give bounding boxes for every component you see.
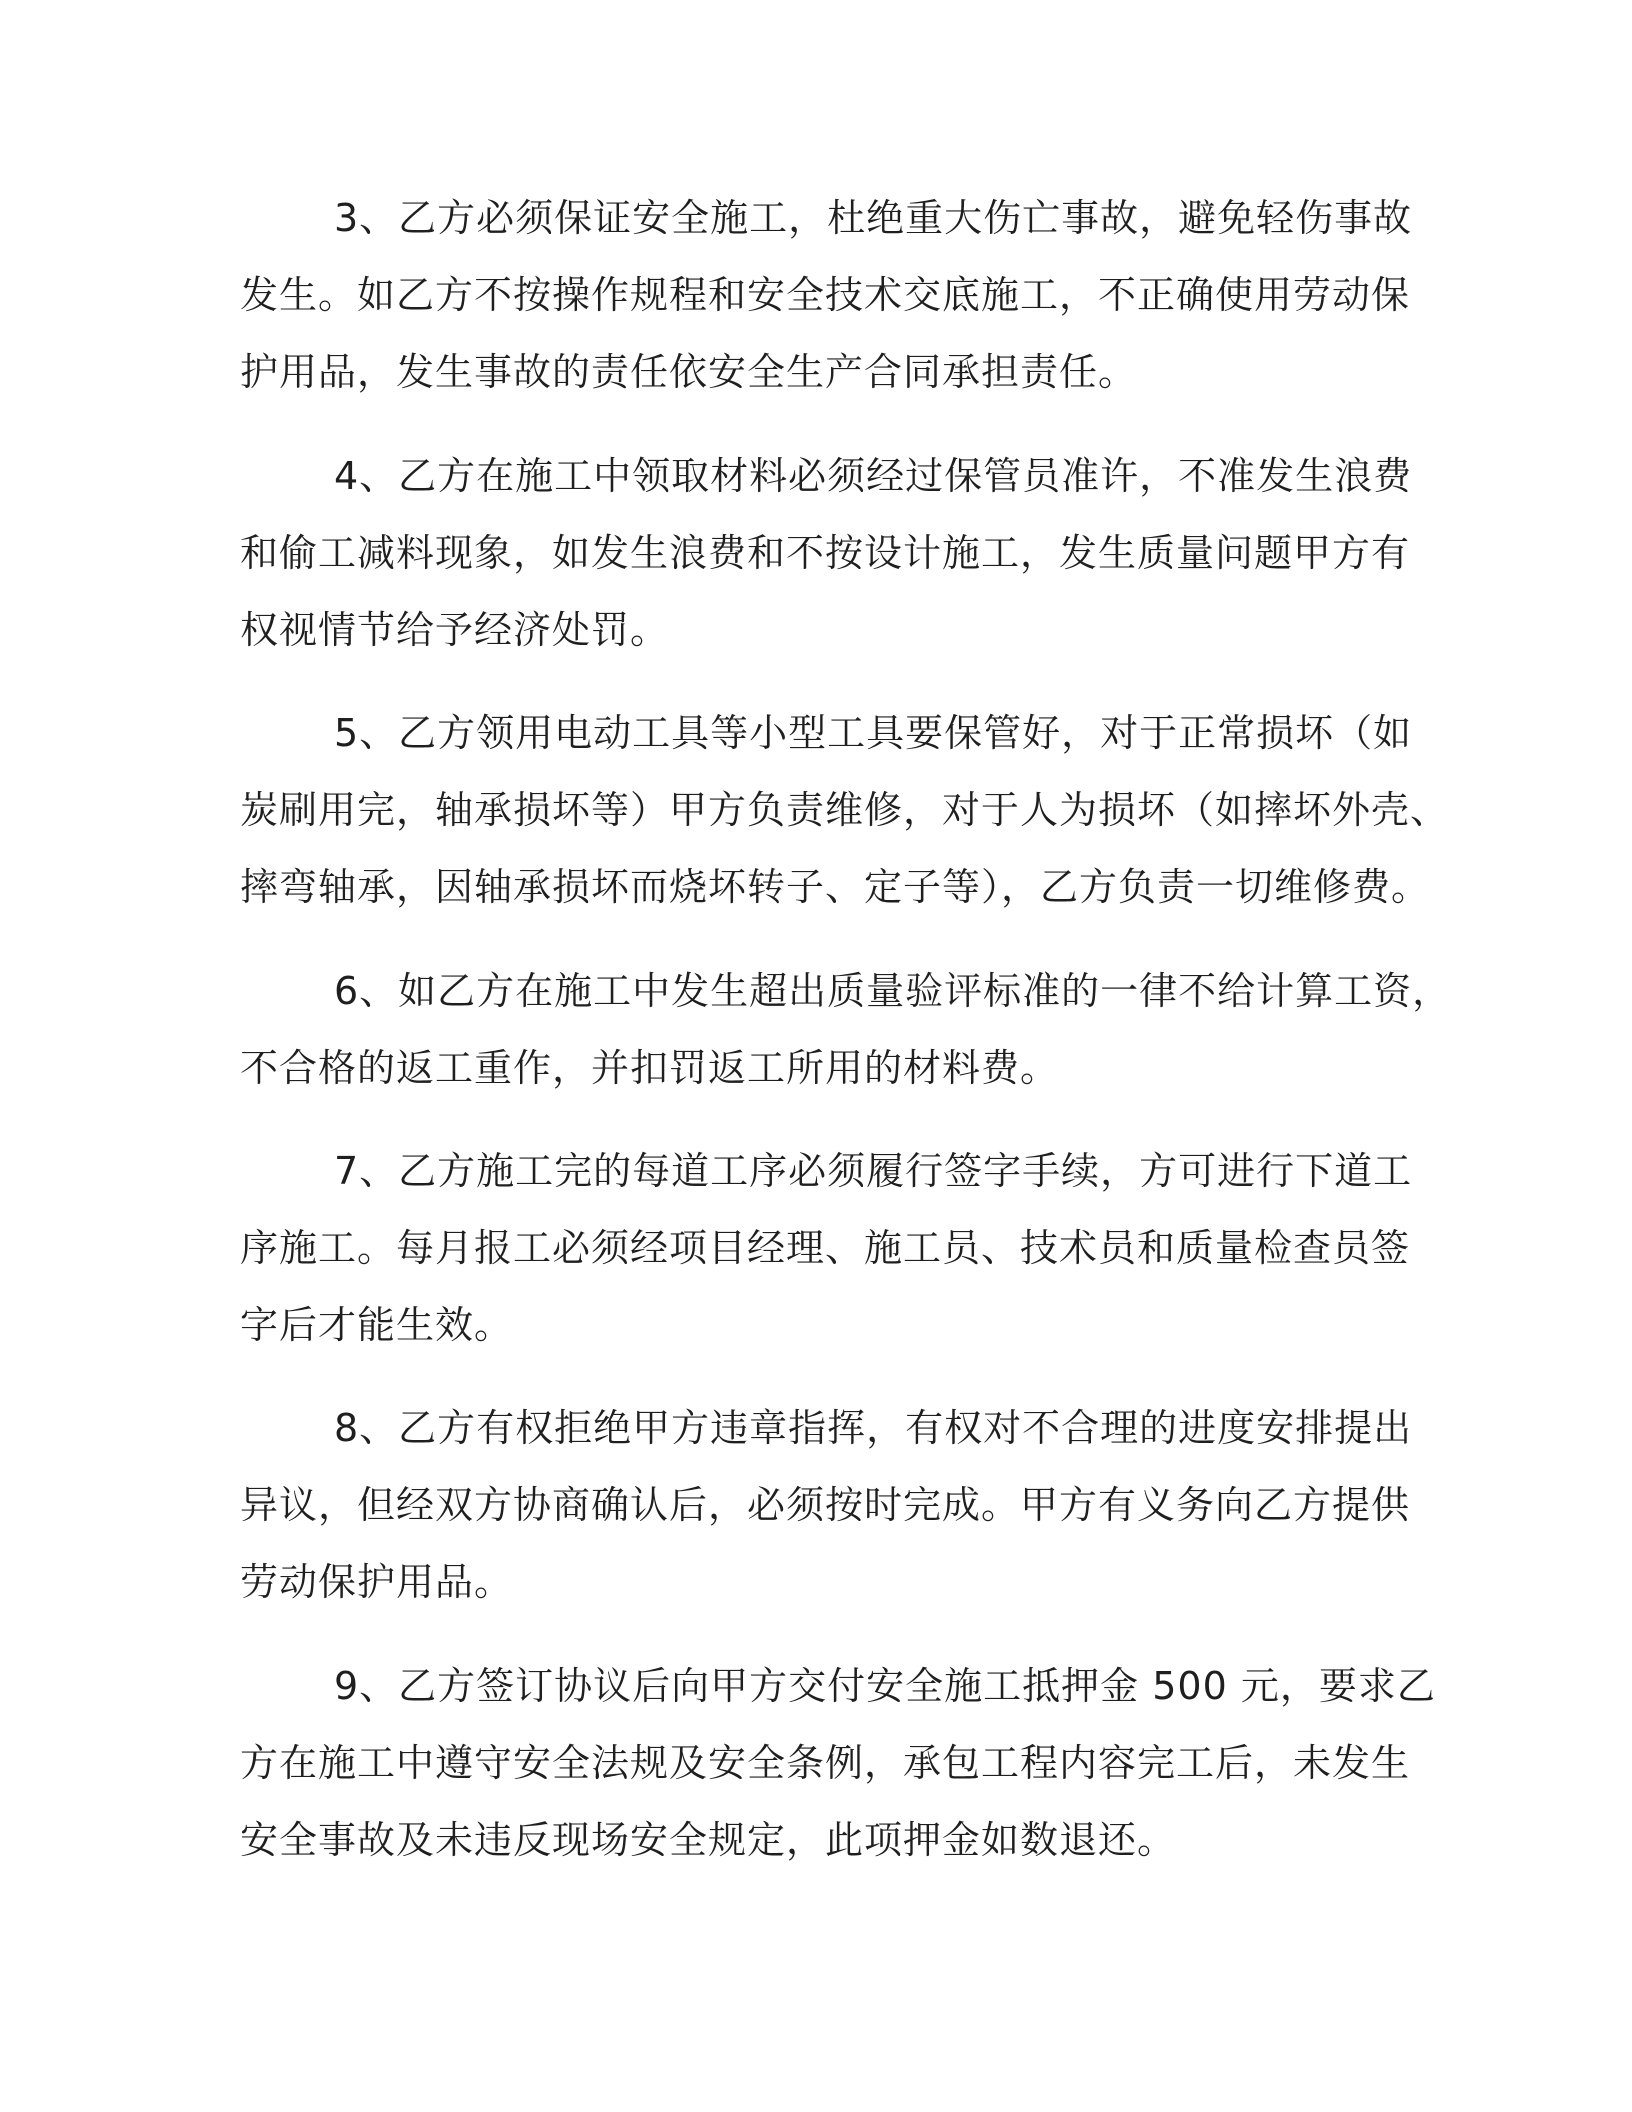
clause-5-line-2: 炭刷用完，轴承损坏等）甲方负责维修，对于人为损坏（如摔坏外壳、 [240, 788, 1450, 832]
clause-3-line-2: 发生。如乙方不按操作规程和安全技术交底施工，不正确使用劳动保 [240, 273, 1411, 317]
clause-3-line-1: 3、乙方必须保证安全施工，杜绝重大伤亡事故，避免轻伤事故 [334, 196, 1413, 240]
clause-7-line-1: 7、乙方施工完的每道工序必须履行签字手续，方可进行下道工 [334, 1149, 1413, 1193]
clause-5 [240, 695, 1450, 926]
clause-9-line-3: 安全事故及未违反现场安全规定，此项押金如数退还。 [240, 1818, 1177, 1862]
clause-8-line-1: 8、乙方有权拒绝甲方违章指挥，有权对不合理的进度安排提出 [334, 1406, 1413, 1450]
clause-4-line-2: 和偷工减料现象，如发生浪费和不按设计施工，发生质量问题甲方有 [240, 531, 1411, 575]
clause-6 [240, 953, 1452, 1107]
clause-7-line-2: 序施工。每月报工必须经项目经理、施工员、技术员和质量检查员签 [240, 1226, 1411, 1270]
clause-4-line-3: 权视情节给予经济处罚。 [240, 608, 670, 652]
clause-4 [240, 438, 1413, 669]
clause-7-line-3: 字后才能生效。 [240, 1303, 514, 1347]
clause-9-line-1: 9、乙方签订协议后向甲方交付安全施工抵押金 500 元，要求乙 [334, 1664, 1436, 1708]
clause-8-line-2: 异议，但经双方协商确认后，必须按时完成。甲方有义务向乙方提供 [240, 1483, 1411, 1527]
clause-7 [240, 1133, 1413, 1364]
clause-9-line-2: 方在施工中遵守安全法规及安全条例，承包工程内容完工后，未发生 [240, 1741, 1411, 1785]
clause-3-line-3: 护用品，发生事故的责任依安全生产合同承担责任。 [240, 350, 1138, 394]
clause-5-line-3: 摔弯轴承，因轴承损坏而烧坏转子、定子等），乙方负责一切维修费。 [240, 865, 1431, 909]
clause-8-line-3: 劳动保护用品。 [240, 1560, 514, 1604]
clause-8 [240, 1390, 1413, 1621]
clause-9 [240, 1648, 1436, 1879]
clause-3 [240, 180, 1413, 411]
clause-5-line-1: 5、乙方领用电动工具等小型工具要保管好，对于正常损坏（如 [334, 711, 1413, 755]
clause-4-line-1: 4、乙方在施工中领取材料必须经过保管员准许，不准发生浪费 [334, 454, 1413, 498]
clause-6-line-1: 6、如乙方在施工中发生超出质量验评标准的一律不给计算工资， [334, 969, 1452, 1013]
clause-6-line-2: 不合格的返工重作，并扣罚返工所用的材料费。 [240, 1046, 1060, 1090]
